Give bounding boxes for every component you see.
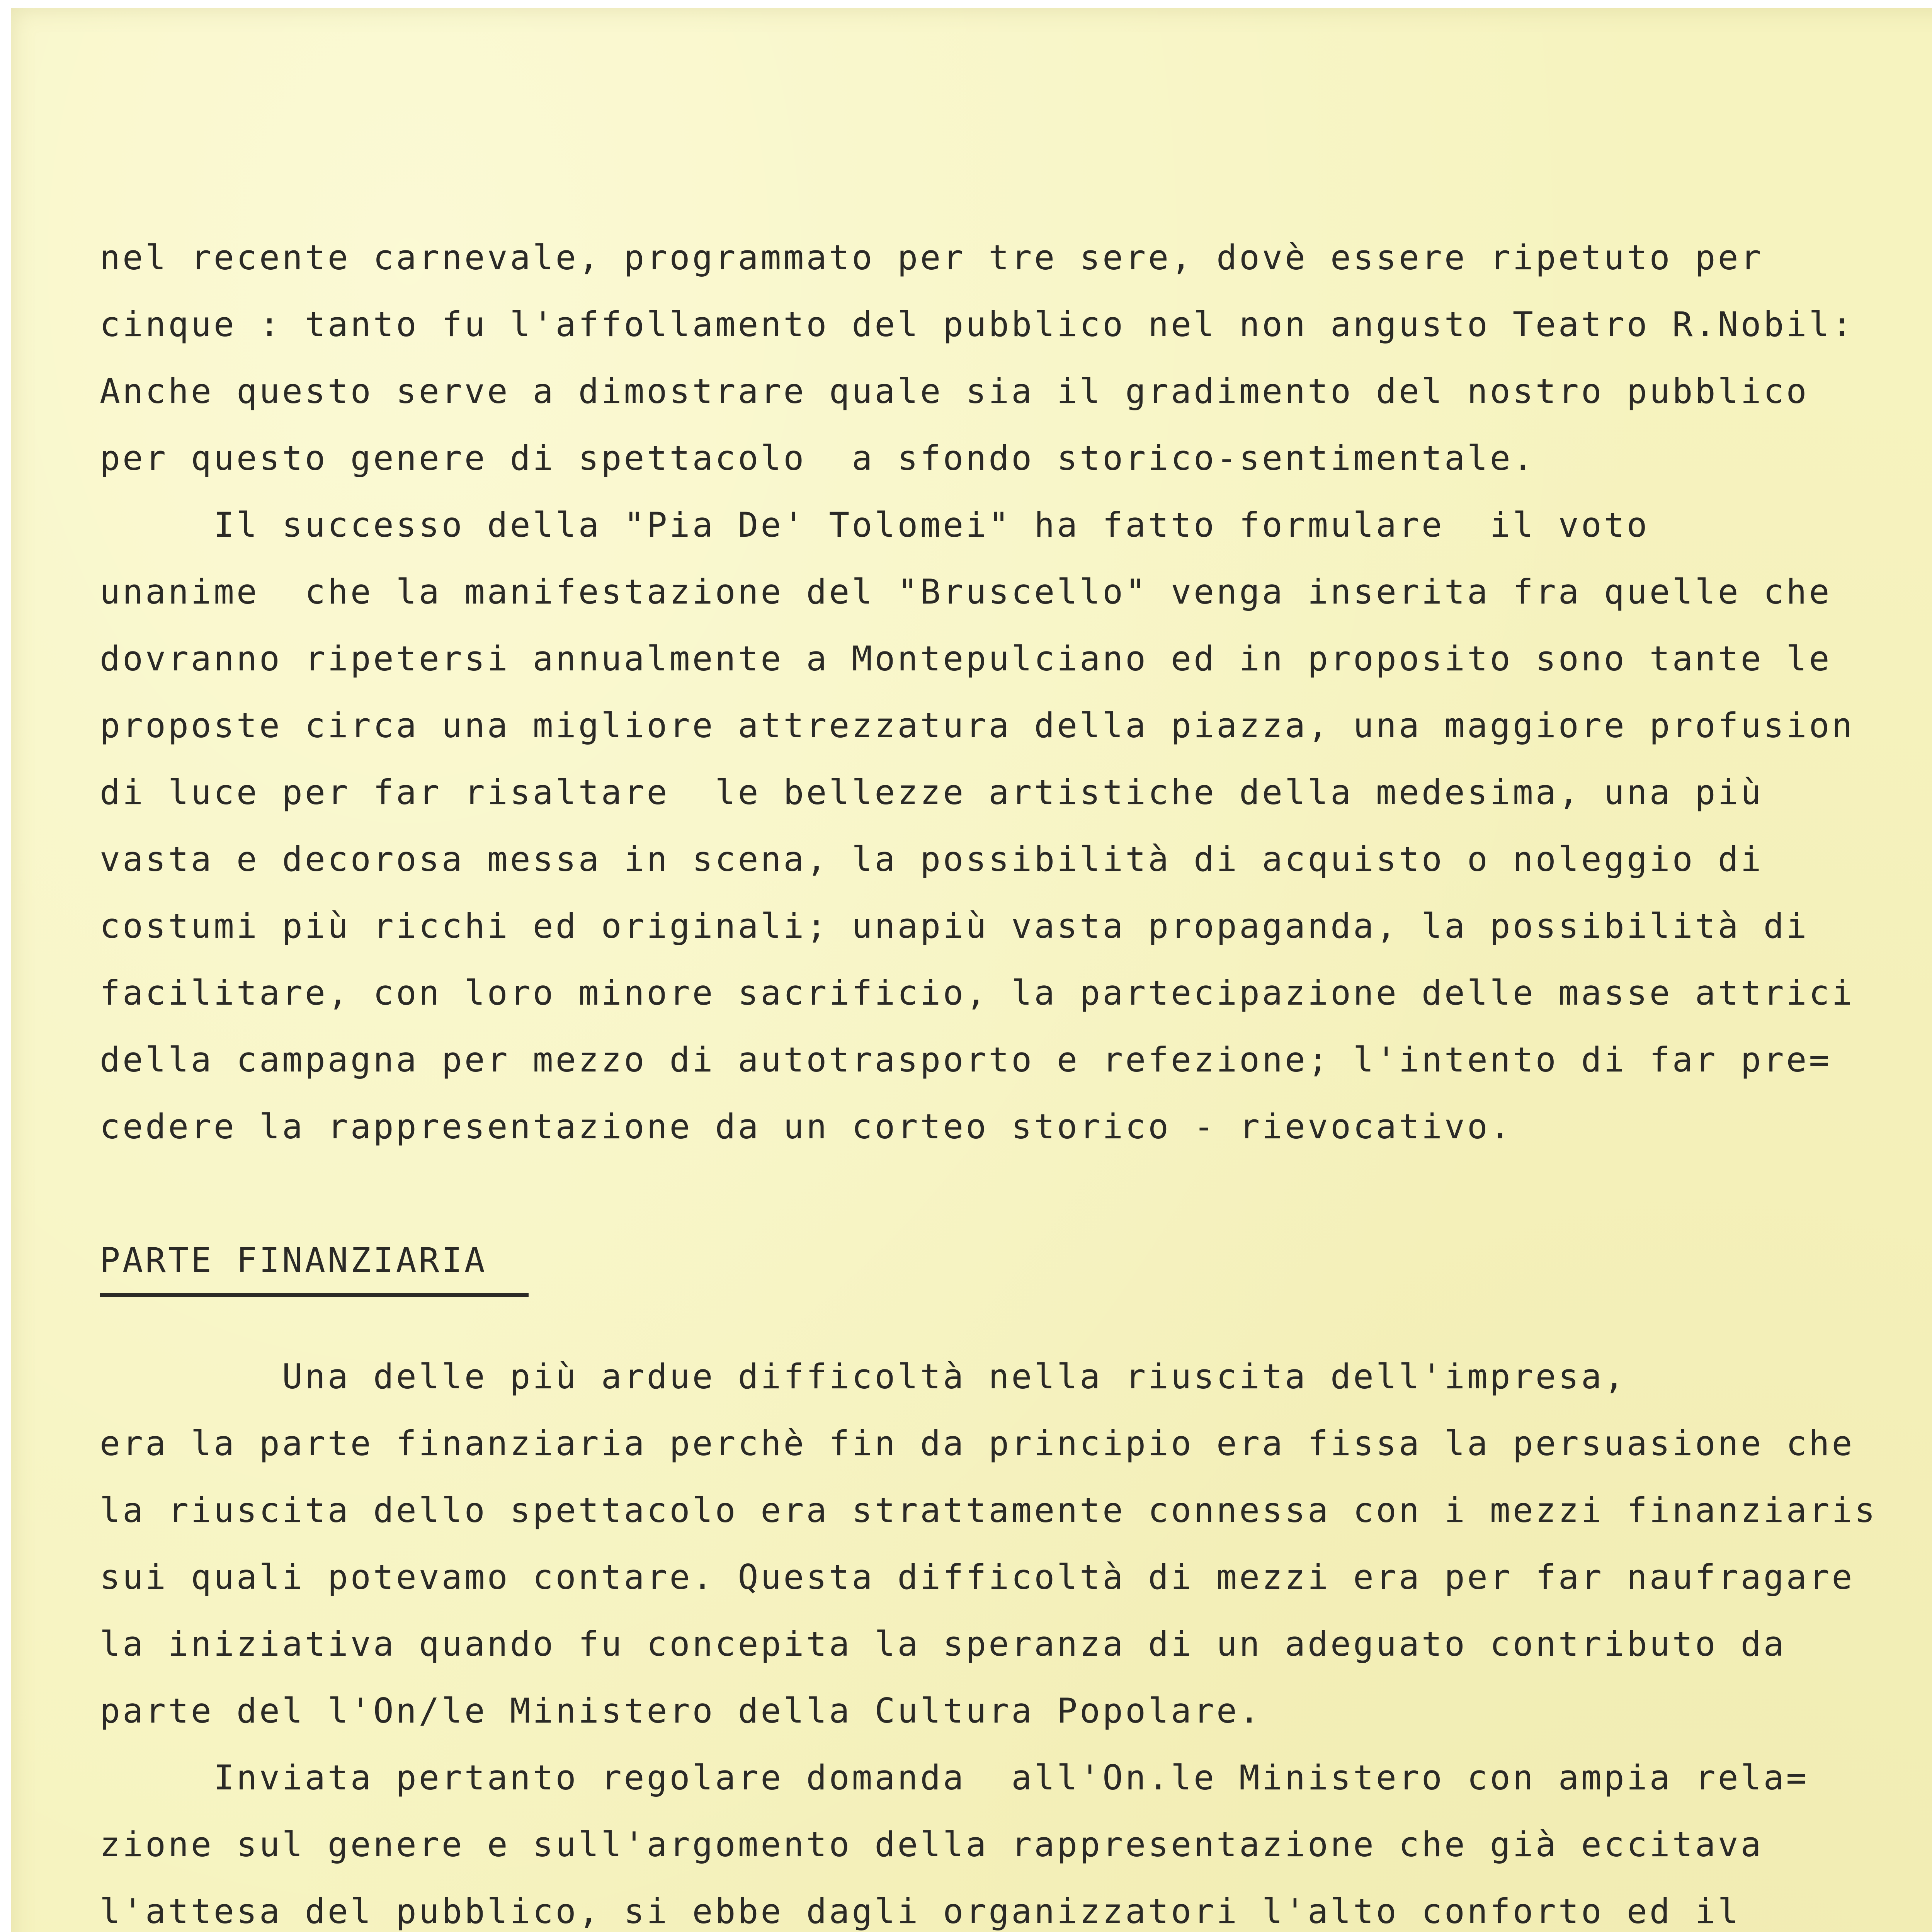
text-line: parte del l'On/le Ministero della Cultura Popolare.	[100, 1691, 1262, 1731]
document-body	[100, 224, 1932, 1932]
paragraph-successo	[100, 492, 1932, 1160]
paragraph-difficolta	[100, 1343, 1932, 1744]
text-line: costumi più ricchi ed originali; unapiù vasta propaganda, la possibilità di	[100, 906, 1809, 946]
text-line: proposte circa una migliore attrezzatura della piazza, una maggiore profusion	[100, 706, 1855, 745]
text-line: sui quali potevamo contare. Questa difficoltà di mezzi era per far naufragare	[100, 1557, 1855, 1597]
paragraph-domanda	[100, 1744, 1932, 1932]
text-line: Anche questo serve a dimostrare quale sia il gradimento del nostro pubblico	[100, 371, 1809, 411]
text-line: facilitare, con loro minore sacrificio, la partecipazione delle masse attrici	[100, 973, 1855, 1013]
text-line: della campagna per mezzo di autotrasporto e refezione; l'intento di far pre=	[100, 1040, 1832, 1080]
section-heading: PARTE FINANZIARIA	[100, 1241, 529, 1297]
text-line: Inviata pertanto regolare domanda all'On.le Ministero con ampia rela=	[100, 1758, 1809, 1798]
text-line: Una delle più ardue difficoltà nella riuscita dell'impresa,	[100, 1357, 1627, 1396]
text-line: la riuscita dello spettacolo era strattamente connessa con i mezzi finanziaris	[100, 1490, 1878, 1530]
text-line: zione sul genere e sull'argomento della rappresentazione che già eccitava	[100, 1825, 1764, 1864]
typewritten-page	[11, 8, 1932, 1932]
text-line: nel recente carnevale, programmato per tre sere, dovè essere ripetuto per	[100, 238, 1764, 277]
text-line: vasta e decorosa messa in scena, la possibilità di acquisto o noleggio di	[100, 839, 1764, 879]
text-line: dovranno ripetersi annualmente a Montepulciano ed in proposito sono tante le	[100, 639, 1832, 679]
text-line: unanime che la manifestazione del "Bruscello" venga inserita fra quelle che	[100, 572, 1832, 612]
text-line: cedere la rappresentazione da un corteo storico - rievocativo.	[100, 1107, 1513, 1146]
text-line: Il successo della "Pia De' Tolomei" ha fatto formulare il voto	[100, 505, 1650, 545]
text-line: la iniziativa quando fu concepita la speranza di un adeguato contributo da	[100, 1624, 1786, 1664]
text-line: era la parte finanziaria perchè fin da principio era fissa la persuasione che	[100, 1423, 1855, 1463]
section-heading-wrap	[100, 1241, 1932, 1297]
text-line: cinque : tanto fu l'affollamento del pubblico nel non angusto Teatro R.Nobil:	[100, 304, 1855, 344]
text-line: per questo genere di spettacolo a sfondo storico-sentimentale.	[100, 438, 1536, 478]
text-line: di luce per far risaltare le bellezze artistiche della medesima, una più	[100, 772, 1764, 812]
text-line: l'attesa del pubblico, si ebbe dagli organizzatori l'alto conforto ed il	[100, 1891, 1741, 1931]
paragraph-carnevale	[100, 224, 1932, 492]
